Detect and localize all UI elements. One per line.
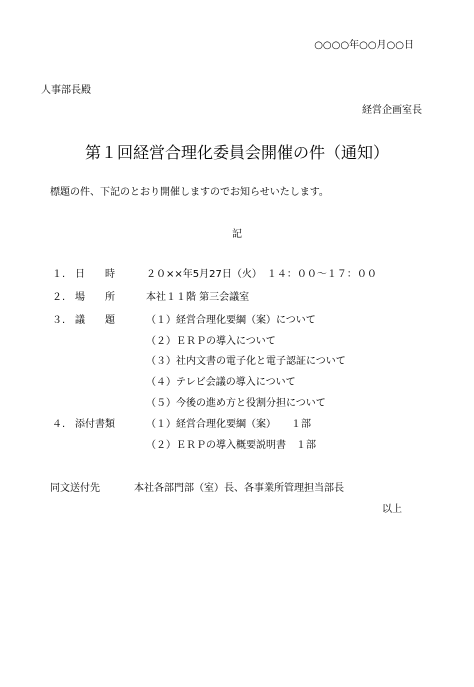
ki-heading: 記 [232,229,242,240]
agenda-item: （１）経営合理化要綱（案）について [146,315,316,326]
document-title: 第１回経営合理化委員会開催の件（通知） [84,143,389,162]
intro-text: 標題の件、下記のとおり開催しますのでお知らせいたします。 [50,187,329,198]
attachment-item: （２）ＥＲＰの導入概要説明書 １部 [146,440,316,451]
item-label: 添付書類 [75,419,115,430]
agenda-item: （４）テレビ会議の導入について [146,377,296,388]
cc-label: 同文送付先 [50,483,100,494]
document-date: ○○○○年○○月○○日 [314,40,414,51]
agenda-item: （５）今後の進め方と役割分担について [146,398,326,409]
item-number: １. [52,269,66,280]
addressee: 人事部長殿 [41,85,91,96]
item-value: ２０××年5月27日（火） １４：００～１７：００ [146,269,377,280]
item-value: 本社１１階 第三会議室 [146,292,250,303]
cc-recipients: 本社各部門部（室）長、各事業所管理担当部長 [134,483,344,494]
agenda-item: （２）ＥＲＰの導入について [146,336,276,347]
item-label: 場 所 [75,292,115,303]
item-number: ４. [52,419,66,430]
attachment-item: （１）経営合理化要綱（案） １部 [146,419,311,430]
item-number: ３. [52,315,66,326]
item-number: ２. [52,292,66,303]
sender: 経営企画室長 [362,105,422,116]
agenda-item: （３）社内文書の電子化と電子認証について [146,356,346,367]
item-label: 議 題 [75,315,115,326]
closing-mark: 以上 [382,504,402,515]
item-label: 日 時 [75,269,115,280]
